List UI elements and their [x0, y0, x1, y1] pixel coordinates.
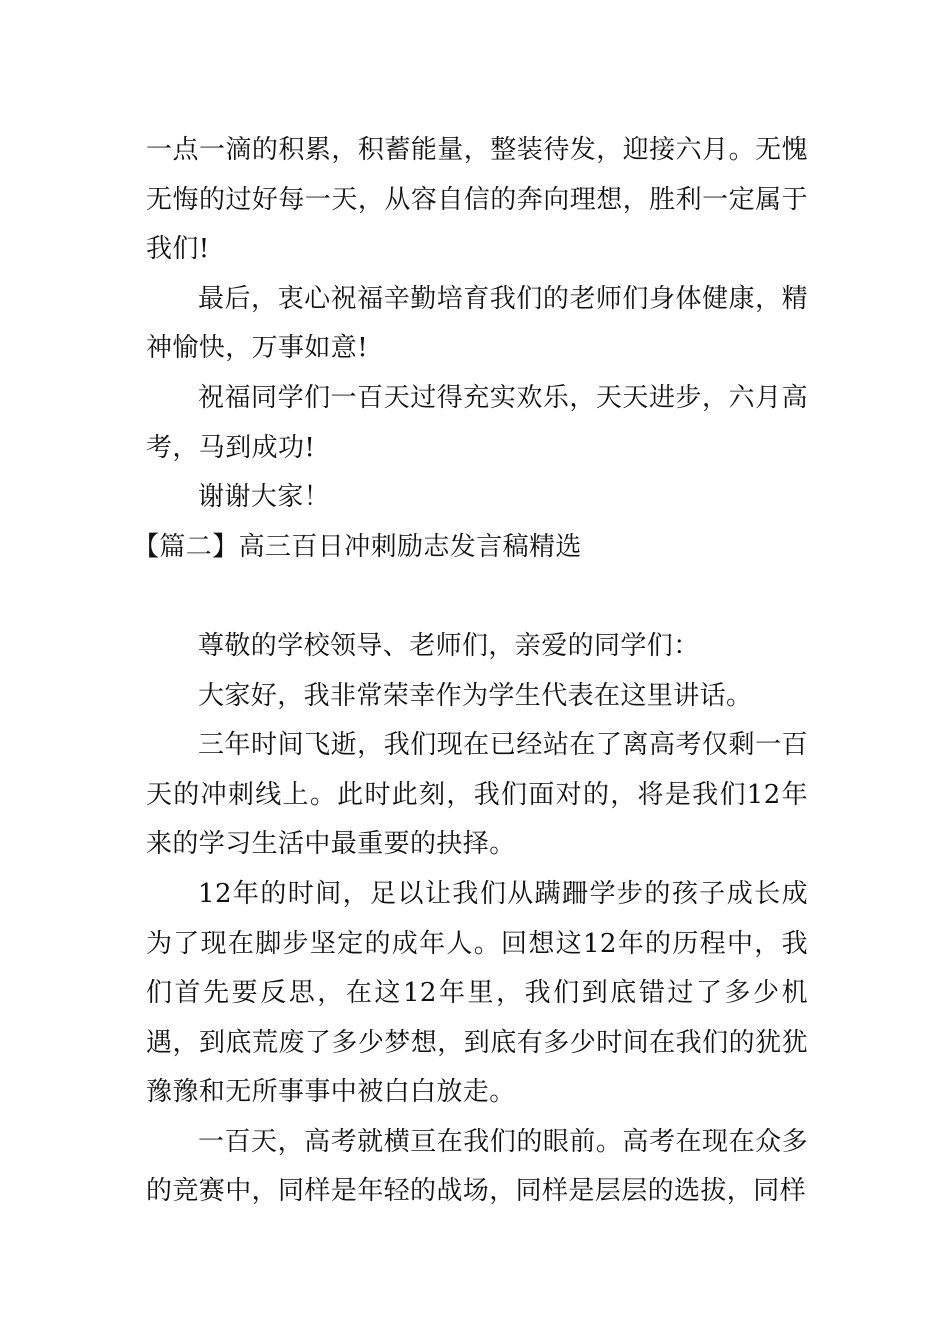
section-title: 【篇二】高三百日冲刺励志发言稿精选	[133, 531, 582, 562]
paragraph-twelve-years: 12年的时间，足以让我们从蹒跚学步的孩子成长成为了现在脚步坚定的成年人。回想这12年的历程中，我们首先要反思，在这12年里，我们到底错过了多少机遇，到底荒废了多少梦想，到底有多少时间在我们的犹犹豫豫和无所事事中被白白放走。	[146, 878, 808, 1108]
paragraph-greeting: 尊敬的学校领导、老师们，亲爱的同学们：	[198, 630, 700, 661]
blank-line	[146, 572, 808, 622]
paragraph-thanks: 谢谢大家！	[198, 482, 331, 513]
paragraph-continuation: 一点一滴的积累，积蓄能量，整装待发，迎接六月。无愧无悔的过好每一天，从容自信的奔向理想，胜利一定属于我们!	[146, 135, 808, 265]
paragraph-blessing-students: 祝福同学们一百天过得充实欢乐，天天进步，六月高考，马到成功!	[146, 382, 808, 463]
paragraph-hundred-days: 一百天，高考就横亘在我们的眼前。高考在现在众多的竞赛中，同样是年轻的战场，同样是层层的选拔，同样	[146, 1126, 808, 1207]
paragraph-three-years: 三年时间飞逝，我们现在已经站在了离高考仅剩一百天的冲刺线上。此时此刻，我们面对的，将是我们12年来的学习生活中最重要的抉择。	[146, 730, 808, 860]
document-body	[133, 126, 808, 1217]
paragraph-blessing-teachers: 最后，衷心祝福辛勤培育我们的老师们身体健康，精神愉快，万事如意!	[146, 283, 808, 364]
paragraph-intro: 大家好，我非常荣幸作为学生代表在这里讲话。	[198, 680, 753, 711]
